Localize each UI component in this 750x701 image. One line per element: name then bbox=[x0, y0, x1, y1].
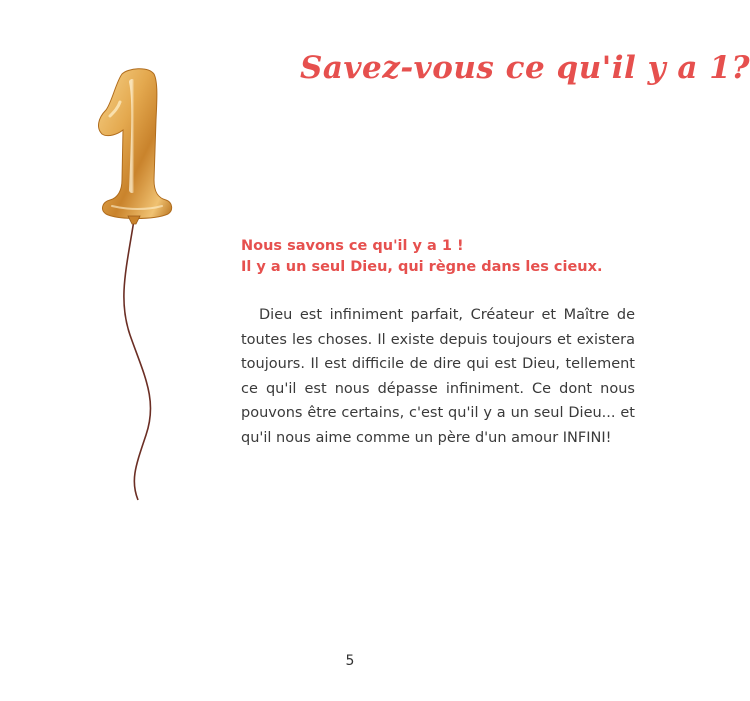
lead-line-2: Il y a un seul Dieu, qui règne dans les cieux. bbox=[241, 259, 603, 275]
lead-line-1: Nous savons ce qu'il y a 1 ! bbox=[241, 238, 464, 254]
number-one-balloon-illustration bbox=[88, 60, 188, 505]
balloon-string bbox=[124, 220, 151, 500]
page-title: Savez-vous ce qu'il y a 1? bbox=[300, 50, 750, 86]
page-number: 5 bbox=[345, 653, 355, 669]
balloon-knot bbox=[128, 216, 140, 224]
body-paragraph: Dieu est infiniment parfait, Créateur et Maître de toutes les choses. Il existe depuis toujours et existera toujours. Il est difficile de dire qui est Dieu, tellement ce qu'il est nous dépasse infiniment. Ce dont nous pouvons être certains, c'est qu'il y a un seul Dieu... et qu'il nous aime comme un père d'un amour INFINI! bbox=[241, 307, 635, 446]
lead-paragraph bbox=[241, 236, 661, 278]
